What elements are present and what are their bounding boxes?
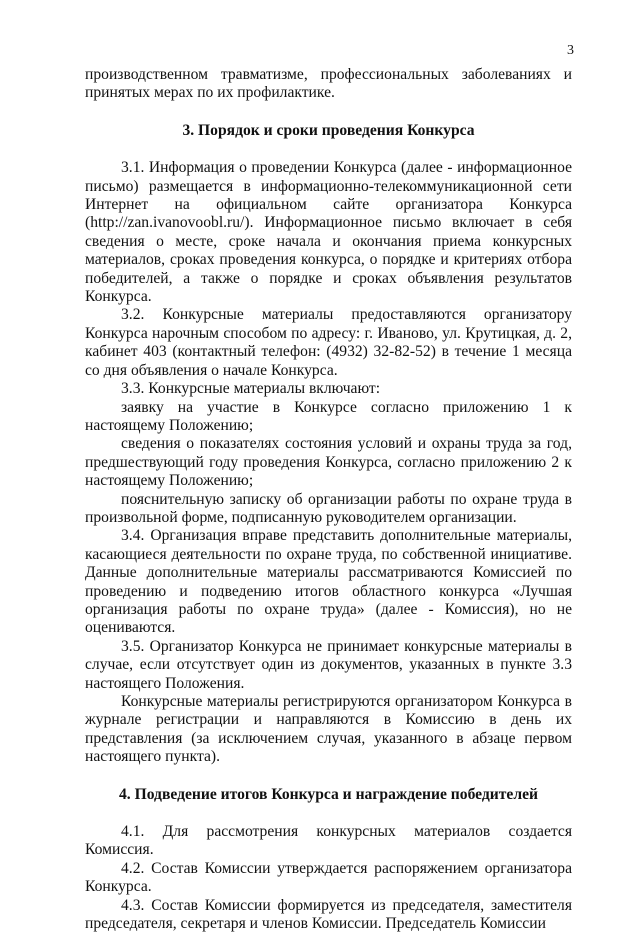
- paragraph-4-1: 4.1. Для рассмотрения конкурсных материалов создается Комиссия.: [85, 823, 572, 859]
- paragraph-4-2: 4.2. Состав Комиссии утверждается распоряжением организатора Конкурса.: [85, 859, 572, 896]
- list-item-indicators: сведения о показателях состояния условий и охраны труда за год, предшествующий году проведения Конкурса, согласно приложению 2 к настоящему Положению;: [85, 435, 572, 490]
- section-4-heading: 4. Подведение итогов Конкурса и награждение победителей: [118, 785, 539, 803]
- paragraph-3-3: 3.3. Конкурсные материалы включают:: [121, 380, 381, 398]
- paragraph-3-4: 3.4. Организация вправе представить дополнительные материалы, касающиеся деятельности по охране труда, по собственной инициативе. Данные дополнительные материалы рассматриваются Комиссией по проведению и подведению итогов областного конкурса «Лучшая организация работы по охране труда» (далее - Комиссия), но не оцениваются.: [85, 527, 572, 637]
- paragraph-4-3: 4.3. Состав Комиссии формируется из председателя, заместителя председателя, секретаря и членов Комиссии. Председатель Комиссии: [85, 896, 572, 933]
- paragraph-3-5: 3.5. Организатор Конкурса не принимает конкурсные материалы в случае, если отсутствует один из документов, указанных в пункте 3.3 настоящего Положения.: [85, 637, 572, 692]
- document-body: [85, 66, 572, 933]
- page-number: 3: [567, 43, 574, 58]
- list-item-application: заявку на участие в Конкурсе согласно приложению 1 к настоящему Положению;: [85, 398, 572, 434]
- continuation-paragraph: производственном травматизме, профессиональных заболеваниях и принятых мерах по их профилактике.: [85, 66, 572, 102]
- paragraph-3-2: 3.2. Конкурсные материалы предоставляются организатору Конкурса нарочным способом по адресу: г. Иваново, ул. Крутицкая, д. 2, кабинет 403 (контактный телефон: (4932) 32-82-52) в течение 1 месяца со дня объявления о начале Конкурса.: [85, 306, 572, 379]
- section-3-heading: 3. Порядок и сроки проведения Конкурса: [182, 121, 475, 139]
- paragraph-3-1: 3.1. Информация о проведении Конкурса (далее - информационное письмо) размещается в информационно-телекоммуникационной сети Интернет на официальном сайте организатора Конкурса (http://zan.ivanovoobl.ru/). Информационное письмо включает в себя сведения о месте, сроке начала и окончания приема конкурсных материалов, сроках проведения конкурса, о порядке и критериях отбора победителей, а также о порядке и сроках объявления результатов Конкурса.: [85, 159, 572, 306]
- list-item-explanatory-note: пояснительную записку об организации работы по охране труда в произвольной форме, подписанную руководителем организации.: [85, 490, 572, 526]
- paragraph-registration: Конкурсные материалы регистрируются организатором Конкурса в журнале регистрации и направляются в Комиссию в день их представления (за исключением случая, указанного в абзаце первом настоящего пункта).: [85, 693, 572, 766]
